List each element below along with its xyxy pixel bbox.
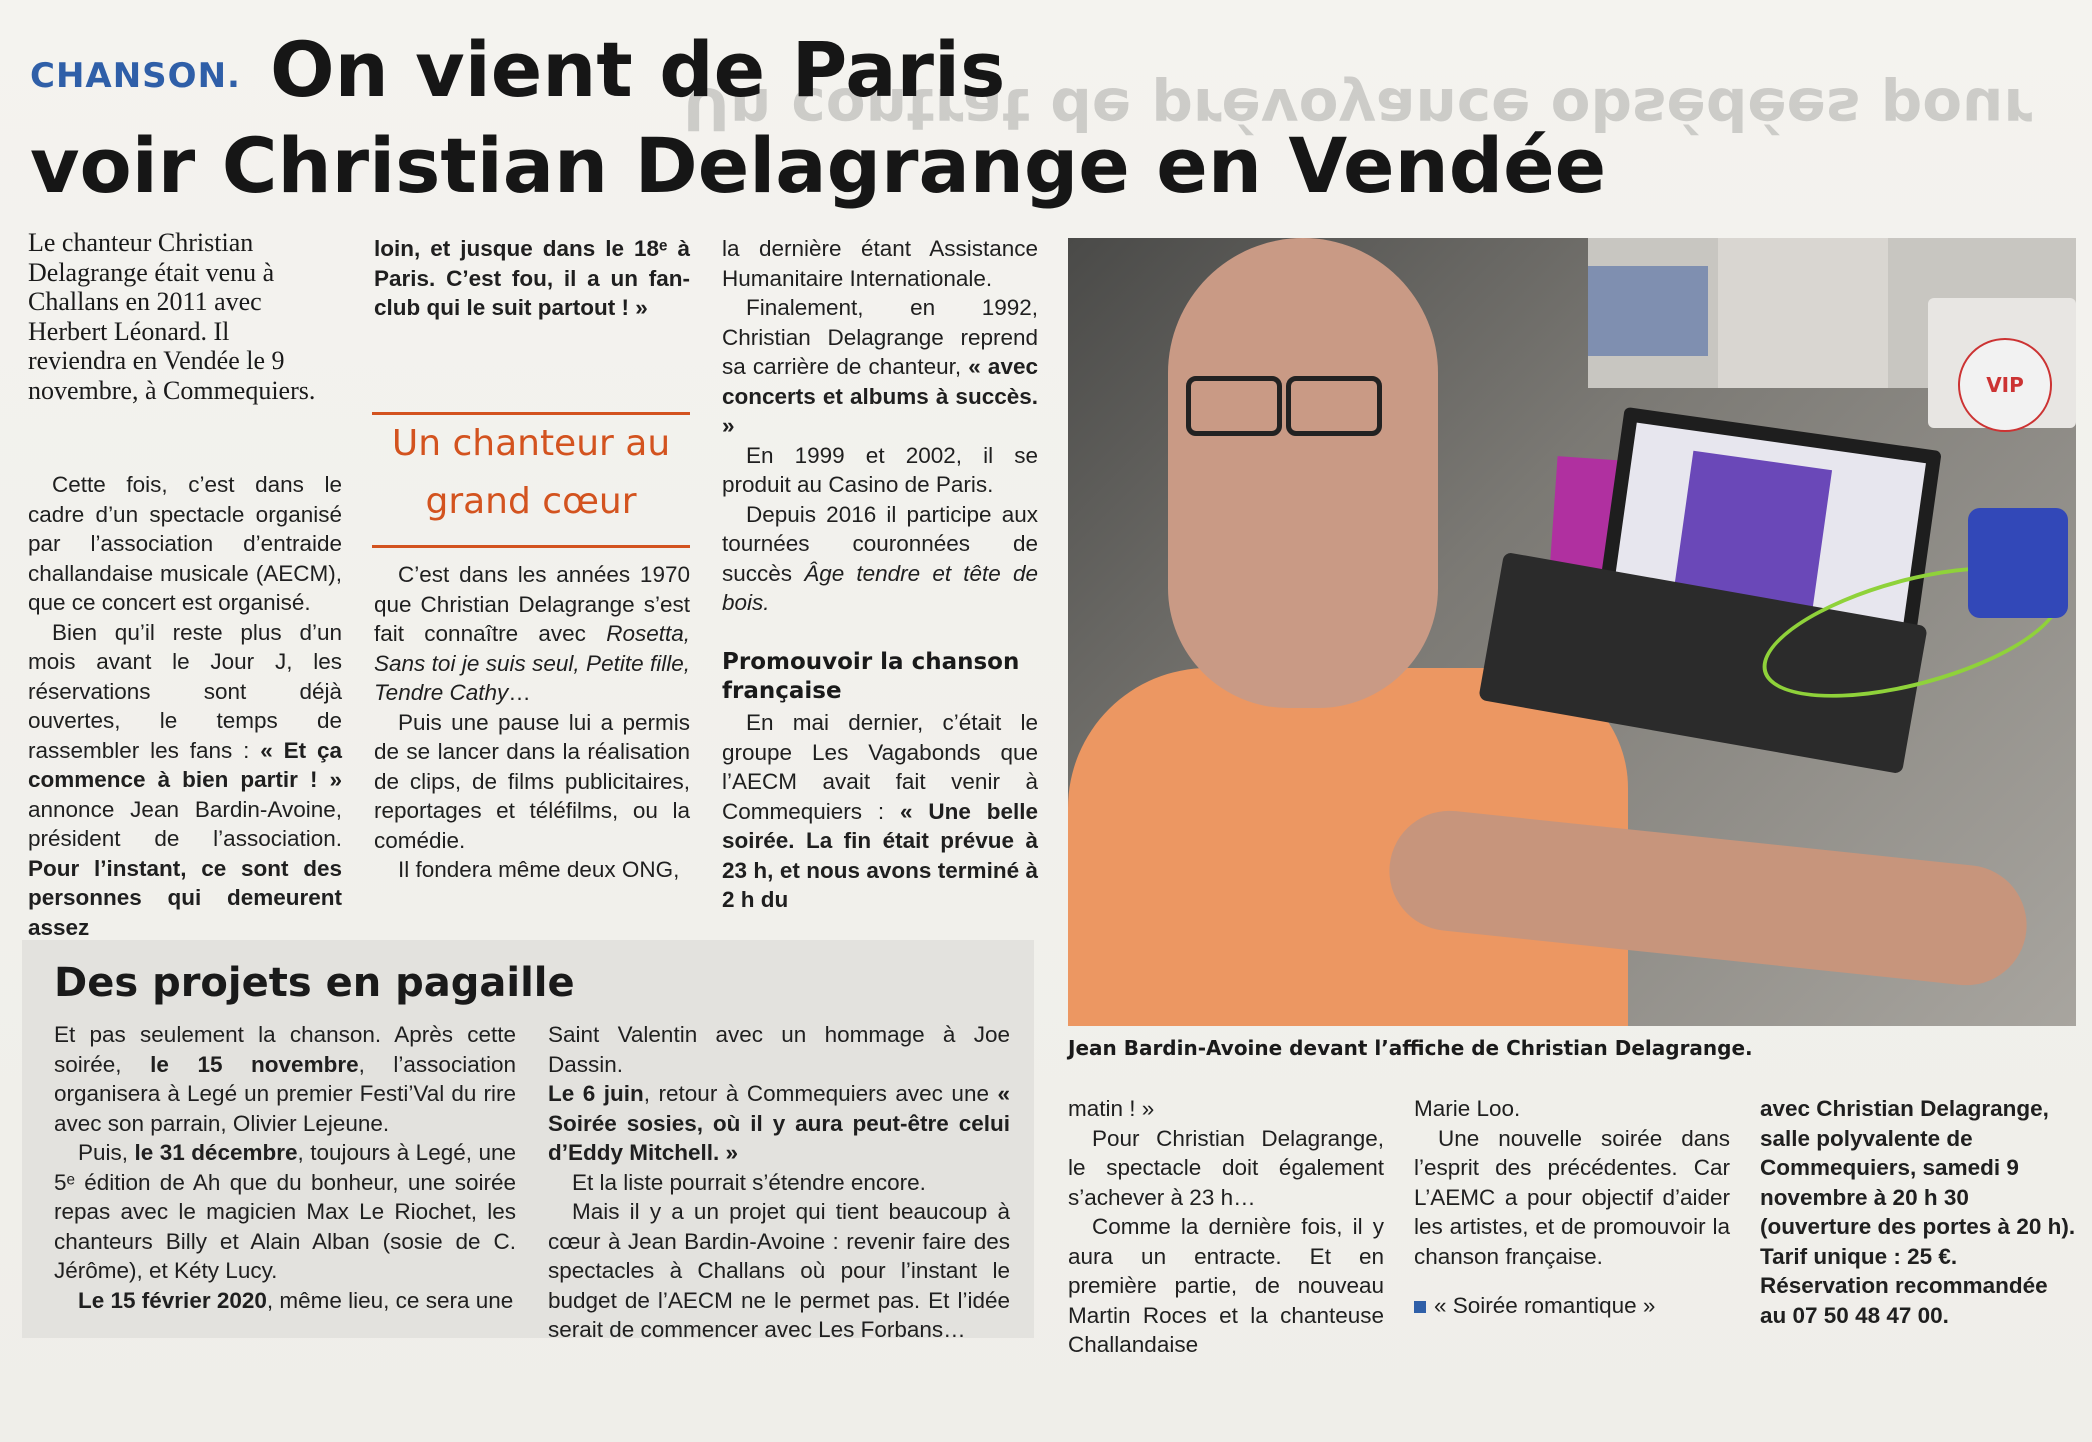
paragraph: matin ! » [1068,1096,1155,1121]
paragraph: Finalement, en 1992, Christian Delagrange reprend sa carrière de chanteur, « avec concerts et albums à succès. » [722,295,1038,438]
paragraph: Comme la dernière fois, il y aura un entracte. Et en première partie, de nouveau Martin Roces et la chanteuse Challandaise [1068,1214,1384,1357]
info-text: avec Christian Delagrange, salle polyvalente de Commequiers, samedi 9 novembre à 20 h 30 (ouverture des portes à 20 h). Tarif unique : 25 €. Réservation recommandée au 07 50 48 47 00. [1760,1096,2076,1328]
paragraph: Le 15 février 2020, même lieu, ce sera une [78,1287,514,1313]
paragraph: C’est dans les années 1970 que Christian Delagrange s’est fait connaître avec Rosetta, Sans toi je suis seul, Petite fille, Tendre Cathy… [374,562,690,705]
paragraph: Depuis 2016 il participe aux tournées couronnées de succès Âge tendre et tête de bois. [722,501,1038,615]
paragraph: En mai dernier, c’était le groupe Les Vagabonds que l’AECM avait fait venir à Commequiers : « Une belle soirée. La fin était prévue à 23 h, et nous avons terminé à 2 h du [722,710,1038,912]
headline [30,22,1790,214]
photo-caption: Jean Bardin-Avoine devant l’affiche de Christian Delagrange. [1068,1036,1753,1060]
paragraph: Marie Loo. [1414,1096,1521,1121]
column-1 [28,470,342,942]
storage-box [1718,238,1888,388]
column-5 [1414,1094,1730,1321]
paragraph: Puis une pause lui a permis de se lancer dans la réalisation de clips, de films publicitaires, reportages et téléfilms, ou la comédie. [374,709,690,853]
info-heading: « Soirée romantique » [1414,1291,1730,1321]
column-2-top [374,234,690,323]
paragraph: En 1999 et 2002, il se produit au Casino de Paris. [722,442,1038,497]
paragraph: Le 6 juin, retour à Commequiers avec une « Soirée sosies, où il y aura peut-être celui d’Eddy Mitchell. » [548,1081,1010,1165]
bleed-through-headline: Un contrat de prévoyance obsédées pour [682,75,2032,143]
paragraph: Cette fois, c’est dans le cadre d’un spectacle organisé par l’association d’entraide challandaise musicale (AECM), que ce concert est organisé. [28,472,342,615]
column-3 [722,234,1038,618]
paragraph: Et pas seulement la chanson. Après cette soirée, le 15 novembre, l’association organisera à Legé un premier Festi’Val du rire avec son parrain, Olivier Lejeune. [54,1022,516,1136]
box-title: Des projets en pagaille [54,960,575,1006]
paragraph: Pour Christian Delagrange, le spectacle doit également s’achever à 23 h… [1068,1125,1384,1210]
blue-object [1968,508,2068,618]
paragraph: Bien qu’il reste plus d’un mois avant le Jour J, les réservations sont déjà ouvertes, le temps de rassembler les fans : « Et ça commence à bien partir ! » annonce Jean Bardin-Avoine, président de l’association. Pour l’instant, ce sont des personnes qui demeurent assez [28,619,343,940]
paragraph: Et la liste pourrait s’étendre encore. [572,1169,926,1195]
headline-line-1: On vient de Paris [270,25,1006,114]
pull-quote: Un chanteur au grand cœur [372,412,690,548]
paragraph: loin, et jusque dans le 18ᵉ à Paris. C’est fou, il a un fan-club qui le suit partout ! » [374,236,690,320]
bullet-icon [1414,1301,1426,1313]
subheading: Promouvoir la chanson française [722,649,1020,704]
paragraph: Une nouvelle soirée dans l’esprit des précédentes. Car L’AEMC a pour objectif d’aider les artistes, et de promouvoir la chanson française. [1414,1125,1730,1269]
box-column-2 [548,1020,1010,1345]
glasses-icon [1286,376,1382,436]
box-column-1 [54,1020,516,1315]
glasses-icon [1186,376,1282,436]
column-2-body [374,560,690,885]
section-kicker: CHANSON. [30,56,241,96]
paragraph: Mais il y a un projet qui tient beaucoup à cœur à Jean Bardin-Avoine : revenir faire des spectacles à Challans où pour l’instant le budget de l’AECM ne le permet pas. Et l’idée serait de commencer avec Les Forbans… [548,1199,1010,1342]
column-6 [1760,1094,2076,1330]
lede-paragraph: Le chanteur Christian Delagrange était venu à Challans en 2011 avec Herbert Léonard. Il reviendra en Vendée le 9 novembre, à Commequiers. [28,228,316,405]
paragraph: la dernière étant Assistance Humanitaire Internationale. [722,236,1038,291]
column-4 [1068,1094,1384,1360]
head [1168,238,1438,708]
photo-man-at-laptop [1068,238,2076,1026]
column-3-body [722,708,1038,915]
vip-sticker: VIP [1958,338,2052,432]
paragraph: Saint Valentin avec un hommage à Joe Dassin. [548,1022,1010,1077]
paragraph: Puis, le 31 décembre, toujours à Legé, une 5ᵉ édition de Ah que du bonheur, une soirée repas avec le magicien Max Le Riochet, les chanteurs Billy et Alain Alban (sosie de C. Jérôme), et Kéty Lucy. [54,1140,516,1283]
storage-box [1588,266,1708,356]
paragraph: Il fondera même deux ONG, [398,857,680,882]
headline-line-2: voir Christian Delagrange en Vendée [30,121,1607,210]
